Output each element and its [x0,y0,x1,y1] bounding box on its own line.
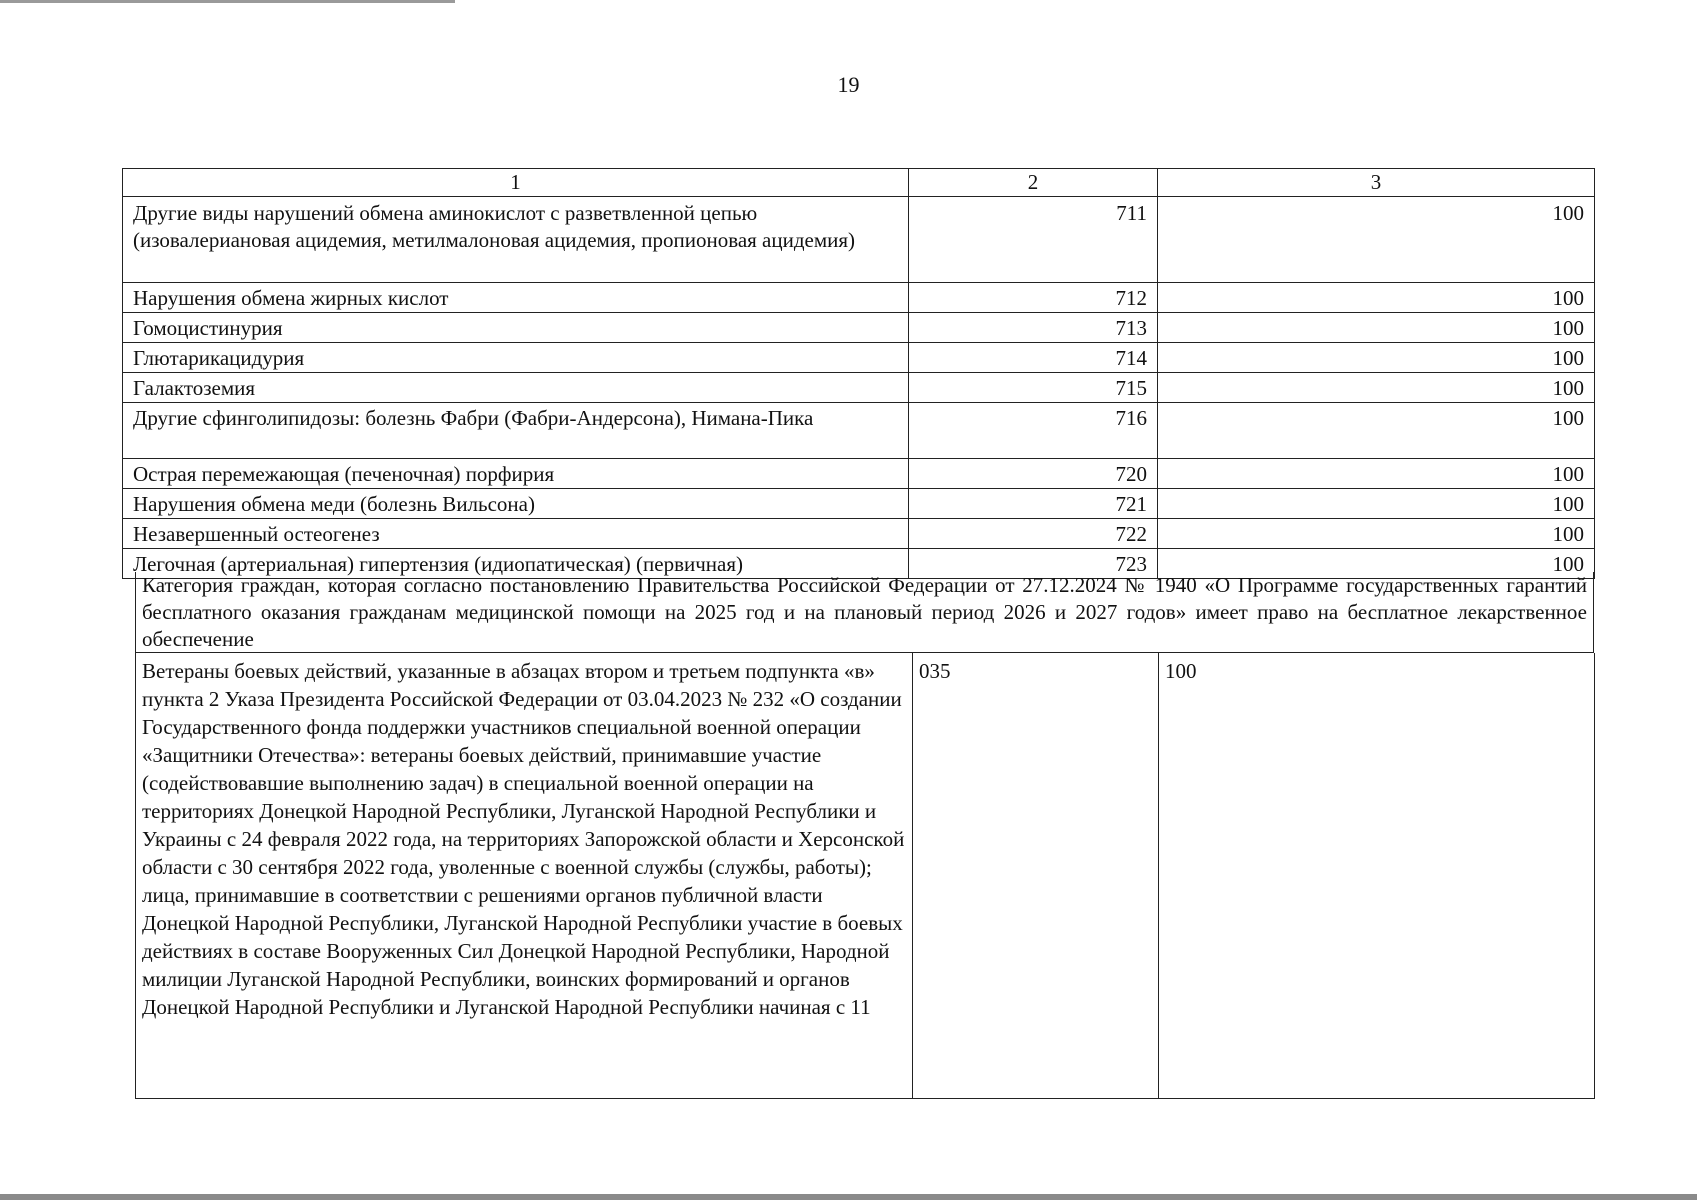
disease-code: 715 [909,373,1158,403]
table-row [136,653,1595,1099]
veterans-paragraph-2: лица, принимавшие в соответствии с решениями органов публичной власти Донецкой Народной Республики, Луганской Народной Республики участие в боевых действиях в составе Вооруженных Сил Донецкой Народной Республики, Народной милиции Луганской Народной Республики, воинских формирований и органов Донецкой Народной Республики и Луганской Народной Республики начиная с 11 [142,883,903,1019]
disease-code: 714 [909,343,1158,373]
column-header-3: 3 [1158,169,1595,197]
disease-name: Гомоцистинурия [123,313,909,343]
veterans-table [135,653,1595,1099]
table-row [123,373,1595,403]
disease-code: 722 [909,519,1158,549]
disease-code: 713 [909,313,1158,343]
table-row [123,343,1595,373]
disease-name: Нарушения обмена меди (болезнь Вильсона) [123,489,909,519]
disease-code: 712 [909,283,1158,313]
disease-code: 723 [909,549,1158,579]
percent-value: 100 [1158,459,1595,489]
disease-code: 711 [909,197,1158,283]
disease-code: 721 [909,489,1158,519]
disease-name: Нарушения обмена жирных кислот [123,283,909,313]
percent-value: 100 [1158,403,1595,459]
page-number: 19 [837,72,860,97]
disease-code: 720 [909,459,1158,489]
scan-edge-top [0,0,455,3]
disease-name: Другие сфинголипидозы: болезнь Фабри (Фабри-Андерсона), Нимана-Пика [123,403,909,459]
disease-name: Глютарикацидурия [123,343,909,373]
disease-name: Легочная (артериальная) гипертензия (идиопатическая) (первичная) [123,549,909,579]
column-header-2: 2 [909,169,1158,197]
table-row [123,489,1595,519]
category-heading-text: Категория граждан, которая согласно постановлению Правительства Российской Федерации от 27.12.2024 № 1940 «О Программе государственных гарантий бесплатного оказания гражданам медицинской помощи на 2025 год и на плановый период 2026 и 2027 годов» имеет право на бесплатное лекарственное обеспечение [142,573,1587,651]
veterans-percent-value: 100 [1159,653,1595,1099]
table-row [123,197,1595,283]
percent-value: 100 [1158,283,1595,313]
percent-value: 100 [1158,519,1595,549]
veterans-code: 035 [913,653,1159,1099]
percent-value: 100 [1158,373,1595,403]
percent-value: 100 [1158,343,1595,373]
disease-name: Острая перемежающая (печеночная) порфирия [123,459,909,489]
disease-code: 716 [909,403,1158,459]
table-row [123,519,1595,549]
percent-value: 100 [1158,489,1595,519]
disease-name: Незавершенный остеогенез [123,519,909,549]
table-row [123,403,1595,459]
veterans-description [136,653,913,1099]
scan-edge-bottom [0,1194,1697,1200]
disease-name: Другие виды нарушений обмена аминокислот с разветвленной цепью (изовалериановая ацидемия, метилмалоновая ацидемия, пропионовая ацидемия) [123,197,909,283]
category-heading-row [135,572,1594,653]
disease-name: Галактоземия [123,373,909,403]
veterans-paragraph-1: Ветераны боевых действий, указанные в абзацах втором и третьем подпункта «в» пункта 2 Указа Президента Российской Федерации от 03.04.2023 № 232 «О создании Государственного фонда поддержки участников специальной военной операции «Защитники Отечества»: ветераны боевых действий, принимавшие участие (содействовавшие выполнению задач) в специальной военной операции на территориях Донецкой Народной Республики, Луганской Народной Республики и Украины с 24 февраля 2022 года, на территориях Запорожской области и Херсонской области с 30 сентября 2022 года, уволенные с военной службы (службы, работы); [142,659,905,879]
table-row [123,283,1595,313]
disease-table [122,168,1595,579]
percent-value: 100 [1158,313,1595,343]
table-row [123,313,1595,343]
column-header-1: 1 [123,169,909,197]
percent-value: 100 [1158,549,1595,579]
table-header-row [123,169,1595,197]
table-row [123,459,1595,489]
percent-value: 100 [1158,197,1595,283]
